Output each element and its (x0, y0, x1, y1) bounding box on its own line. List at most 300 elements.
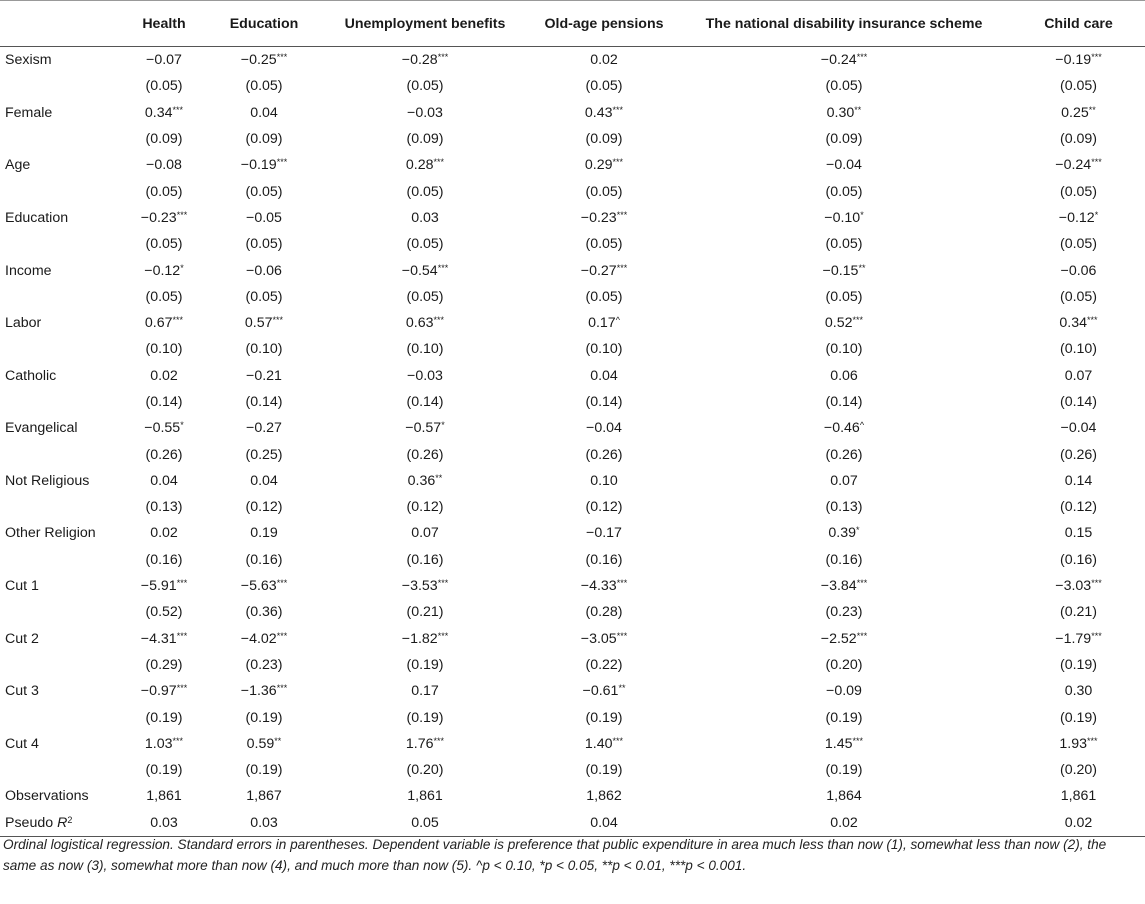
significance-marker: ** (858, 262, 866, 273)
coef-value: −4.33 (580, 578, 617, 595)
significance-marker: *** (852, 735, 864, 746)
significance-marker: *** (176, 578, 188, 589)
standard-error-cell: (0.19) (825, 762, 863, 779)
row-label: Labor (5, 315, 42, 332)
standard-error-cell: (0.14) (1059, 394, 1098, 410)
standard-error-cell: (0.09) (145, 131, 183, 148)
row-label: Income (5, 262, 52, 279)
row-label-empty (0, 73, 118, 99)
standard-error-cell: (0.19) (245, 762, 283, 779)
significance-marker: *** (172, 104, 184, 115)
coef-value: −0.25 (240, 52, 277, 69)
standard-error-cell: (0.19) (406, 656, 444, 673)
coef-value: −0.05 (246, 209, 282, 226)
coef-value: 0.30 (826, 104, 855, 121)
coef-value: 0.07 (1064, 367, 1093, 384)
table-row (0, 152, 1145, 178)
table-row-se (0, 757, 1145, 783)
observations-cell: 1,864 (826, 788, 862, 805)
standard-error-cell: (0.05) (825, 236, 863, 253)
standard-error-cell: (0.16) (145, 551, 183, 568)
table-row (0, 678, 1145, 704)
coef-value: −0.28 (401, 52, 438, 69)
coefficient-cell (676, 100, 1012, 126)
standard-error-cell: (0.23) (245, 656, 283, 673)
standard-error-cell: (0.26) (1059, 446, 1098, 463)
coef-value: −0.12 (1058, 209, 1095, 226)
coefficient-cell (1012, 363, 1145, 389)
significance-marker: *** (272, 315, 284, 326)
standard-error-cell: (0.10) (585, 341, 623, 358)
pseudo-r2-row (0, 810, 1145, 837)
coefficient-cell (318, 100, 532, 126)
row-label: Catholic (5, 367, 57, 384)
coef-value: 0.10 (590, 472, 618, 489)
coefficient-cell (210, 573, 318, 599)
coefficient-cell (318, 468, 532, 494)
coef-value: −0.08 (146, 157, 182, 174)
table-row-se (0, 336, 1145, 362)
significance-marker: *** (612, 157, 624, 168)
coefficient-cell (118, 100, 210, 126)
standard-error-cell: (0.05) (585, 236, 623, 253)
standard-error-cell: (0.05) (1059, 183, 1098, 200)
table-row-se (0, 599, 1145, 625)
row-label: Cut 1 (5, 578, 39, 595)
coef-value: 0.04 (150, 472, 178, 489)
significance-marker: * (180, 420, 184, 431)
standard-error-cell: (0.21) (406, 604, 444, 621)
standard-error-cell: (0.36) (245, 604, 283, 621)
table-row (0, 205, 1145, 231)
row-label-empty (0, 757, 118, 783)
table-row-se (0, 652, 1145, 678)
standard-error-cell: (0.12) (585, 499, 623, 516)
pseudo-r2-cell: 0.02 (676, 810, 1012, 837)
significance-marker: * (1094, 209, 1099, 220)
column-header: Old-age pensions (532, 1, 676, 47)
coefficient-cell (676, 520, 1012, 546)
coefficient-cell (1012, 310, 1145, 336)
standard-error-cell: (0.05) (245, 78, 283, 95)
standard-error-cell: (0.05) (245, 236, 283, 253)
standard-error-cell: (0.26) (406, 446, 444, 463)
coef-value: −0.04 (586, 420, 622, 437)
row-label: Female (5, 104, 53, 121)
coef-value: 0.15 (1064, 525, 1093, 542)
standard-error-cell: (0.05) (145, 288, 183, 305)
coefficient-cell (210, 415, 318, 441)
coef-value: −0.19 (1055, 52, 1092, 69)
standard-error-cell: (0.10) (825, 341, 863, 358)
coefficient-cell (676, 152, 1012, 178)
standard-error-cell: (0.20) (406, 762, 444, 779)
standard-error-cell: (0.13) (825, 499, 863, 516)
coefficient-cell (118, 257, 210, 283)
coefficient-cell (210, 257, 318, 283)
significance-marker: *** (612, 104, 624, 115)
standard-error-cell: (0.26) (145, 446, 183, 463)
coefficient-cell (1012, 152, 1145, 178)
coefficient-cell (118, 520, 210, 546)
table-row-se (0, 126, 1145, 152)
standard-error-cell: (0.19) (145, 762, 183, 779)
standard-error-cell: (0.05) (406, 288, 444, 305)
row-label-empty (0, 652, 118, 678)
pseudo-r2-cell: 0.02 (1012, 810, 1145, 837)
coef-value: 0.29 (584, 157, 613, 174)
observations-row (0, 783, 1145, 809)
column-header: The national disability insurance scheme (676, 1, 1012, 47)
row-label: Not Religious (5, 472, 90, 489)
standard-error-cell: (0.21) (1059, 604, 1098, 621)
coef-value: 0.30 (1064, 683, 1093, 700)
coef-value: −0.27 (246, 420, 282, 437)
significance-marker: *** (856, 630, 868, 641)
coef-value: −0.17 (586, 525, 622, 542)
pseudo-r2-superscript: 2 (67, 814, 73, 825)
standard-error-cell: (0.19) (145, 709, 183, 726)
row-label: Evangelical (5, 420, 78, 437)
standard-error-cell: (0.05) (406, 78, 444, 95)
coefficient-cell (318, 415, 532, 441)
column-header: Education (210, 1, 318, 47)
standard-error-cell: (0.20) (1059, 762, 1098, 779)
standard-error-cell: (0.19) (825, 709, 863, 726)
coefficient-cell (676, 468, 1012, 494)
table-row (0, 573, 1145, 599)
standard-error-cell: (0.05) (1059, 78, 1098, 95)
coef-value: 1.40 (584, 735, 613, 752)
significance-marker: *** (433, 735, 445, 746)
coefficient-cell (1012, 47, 1145, 74)
coef-value: 0.36 (407, 472, 436, 489)
table-row (0, 520, 1145, 546)
standard-error-cell: (0.09) (406, 131, 444, 148)
coef-value: −0.10 (824, 209, 861, 226)
coef-value: −0.27 (580, 262, 617, 279)
row-label-empty (0, 704, 118, 730)
standard-error-cell: (0.05) (245, 288, 283, 305)
row-label-empty (0, 126, 118, 152)
standard-error-cell: (0.16) (245, 551, 283, 568)
coefficient-cell (676, 415, 1012, 441)
standard-error-cell: (0.12) (1059, 499, 1098, 516)
row-label: Age (5, 157, 31, 174)
significance-marker: *** (616, 630, 628, 641)
significance-marker: *** (176, 209, 188, 220)
coef-value: −0.97 (140, 683, 177, 700)
standard-error-cell: (0.19) (406, 709, 444, 726)
coef-value: −3.53 (401, 578, 438, 595)
coef-value: −0.46 (823, 420, 860, 437)
coefficient-cell (676, 678, 1012, 704)
significance-marker: *** (856, 52, 868, 63)
coefficient-cell (676, 573, 1012, 599)
coef-value: −3.03 (1055, 578, 1092, 595)
r-symbol: R (57, 814, 68, 831)
coef-value: 0.34 (144, 104, 173, 121)
significance-marker: *** (1091, 157, 1102, 168)
standard-error-cell: (0.10) (406, 341, 444, 358)
coef-value: −2.52 (820, 630, 857, 647)
coefficient-cell (532, 520, 676, 546)
table-row (0, 363, 1145, 389)
coefficient-cell (318, 678, 532, 704)
coef-value: 0.57 (244, 315, 273, 332)
standard-error-cell: (0.05) (145, 236, 183, 253)
standard-error-cell: (0.19) (585, 709, 623, 726)
standard-error-cell: (0.05) (825, 78, 863, 95)
coefficient-cell (676, 626, 1012, 652)
coefficient-cell (532, 257, 676, 283)
standard-error-cell: (0.05) (1059, 236, 1098, 253)
table-row-se (0, 441, 1145, 467)
coefficient-cell (532, 678, 676, 704)
coefficient-cell (1012, 573, 1145, 599)
significance-marker: * (180, 262, 184, 273)
standard-error-cell: (0.05) (406, 183, 444, 200)
coef-value: −0.06 (246, 262, 282, 279)
table-row-se (0, 389, 1145, 415)
coefficient-cell (210, 152, 318, 178)
standard-error-cell: (0.05) (245, 183, 283, 200)
table-row (0, 626, 1145, 652)
row-label-empty (0, 547, 118, 573)
coef-value: 0.06 (830, 367, 858, 384)
standard-error-cell: (0.52) (145, 604, 183, 621)
coef-value: 0.04 (250, 104, 278, 121)
significance-marker: *** (437, 52, 449, 63)
coef-value: 0.34 (1059, 315, 1088, 332)
standard-error-cell: (0.05) (585, 78, 623, 95)
coef-value: −0.21 (246, 367, 282, 384)
significance-marker: *** (276, 52, 288, 63)
coefficient-cell (1012, 520, 1145, 546)
table-row (0, 468, 1145, 494)
significance-marker: *** (1091, 630, 1102, 641)
coef-value: 0.52 (824, 315, 853, 332)
coefficient-cell (1012, 205, 1145, 231)
standard-error-cell: (0.26) (585, 446, 623, 463)
table-header (0, 1, 1145, 47)
significance-marker: *** (612, 735, 624, 746)
significance-marker: *** (616, 578, 628, 589)
significance-marker: ** (618, 683, 626, 694)
significance-marker: *** (437, 262, 449, 273)
standard-error-cell: (0.05) (825, 183, 863, 200)
coefficient-cell (118, 310, 210, 336)
standard-error-cell: (0.26) (825, 446, 863, 463)
observations-cell: 1,861 (146, 788, 182, 805)
significance-marker: ** (274, 735, 282, 746)
coefficient-cell (676, 257, 1012, 283)
coef-value: −0.09 (826, 683, 862, 700)
significance-marker: *** (276, 157, 288, 168)
coef-value: −0.03 (407, 367, 443, 384)
standard-error-cell: (0.10) (1059, 341, 1098, 358)
header-row (0, 1, 1145, 47)
significance-marker: * (860, 209, 864, 220)
standard-error-cell: (0.12) (406, 499, 444, 516)
coefficient-cell (1012, 100, 1145, 126)
standard-error-cell: (0.05) (585, 183, 623, 200)
standard-error-cell: (0.05) (585, 288, 623, 305)
significance-marker: ^ (615, 315, 620, 326)
coef-value: 0.28 (405, 157, 434, 174)
significance-marker: ^ (859, 420, 865, 431)
coefficient-cell (532, 205, 676, 231)
coefficient-cell (318, 731, 532, 757)
standard-error-cell: (0.09) (585, 131, 623, 148)
table-row-se (0, 494, 1145, 520)
coefficient-cell (210, 363, 318, 389)
coef-value: −0.06 (1060, 262, 1097, 279)
coef-value: −0.03 (407, 104, 443, 121)
table-row-se (0, 73, 1145, 99)
standard-error-cell: (0.05) (145, 78, 183, 95)
coef-value: −1.79 (1055, 630, 1092, 647)
coefficient-cell (532, 415, 676, 441)
observations-cell: 1,861 (1060, 788, 1097, 805)
coefficient-cell (318, 152, 532, 178)
row-label (0, 810, 118, 837)
significance-marker: ** (435, 472, 443, 483)
coefficient-cell (210, 468, 318, 494)
coefficient-cell (532, 310, 676, 336)
significance-marker: ** (854, 104, 862, 115)
standard-error-cell: (0.28) (585, 604, 623, 621)
row-label: Education (5, 209, 69, 226)
significance-marker: ** (1088, 104, 1096, 115)
coef-value: 0.04 (250, 472, 278, 489)
standard-error-cell: (0.14) (825, 394, 863, 410)
coef-value: 0.63 (405, 315, 434, 332)
coefficient-cell (118, 205, 210, 231)
coefficient-cell (118, 678, 210, 704)
coefficient-cell (210, 520, 318, 546)
coef-value: 0.03 (411, 209, 439, 226)
standard-error-cell: (0.10) (245, 341, 283, 358)
table-row (0, 415, 1145, 441)
row-label: Cut 4 (5, 735, 39, 752)
significance-marker: *** (437, 578, 449, 589)
column-header: Child care (1012, 1, 1145, 47)
standard-error-cell: (0.14) (245, 394, 283, 410)
standard-error-cell: (0.16) (1059, 551, 1098, 568)
coef-value: 0.02 (150, 525, 178, 542)
significance-marker: *** (1091, 578, 1102, 589)
row-label: Observations (5, 788, 89, 805)
standard-error-cell: (0.14) (406, 394, 444, 410)
significance-marker: *** (176, 683, 188, 694)
coef-value: −0.04 (1060, 420, 1097, 437)
coef-value: 0.17 (588, 315, 616, 332)
significance-marker: *** (433, 315, 445, 326)
significance-marker: *** (176, 630, 188, 641)
table-row (0, 257, 1145, 283)
coef-value: −0.23 (580, 209, 617, 226)
standard-error-cell: (0.16) (825, 551, 863, 568)
coef-value: 0.02 (150, 367, 178, 384)
column-header: Health (118, 1, 210, 47)
column-header: Unemployment benefits (318, 1, 532, 47)
standard-error-cell: (0.14) (145, 394, 183, 410)
coefficient-cell (1012, 678, 1145, 704)
standard-error-cell: (0.14) (585, 394, 623, 410)
table-footnote: Ordinal logistical regression. Standard errors in parentheses. Dependent variable is preference that public expenditure in area much less than now (1), somewhat less than now (2), the same as now (3), somewhat more than now (4), and much more than now (5). ^p < 0.10, *p < 0.05, **p < 0.01, ***p < 0.001. (3, 837, 1107, 873)
row-label-empty (0, 336, 118, 362)
coef-value: −5.63 (240, 578, 277, 595)
coef-value: 0.04 (590, 367, 618, 384)
coef-value: −0.23 (140, 209, 177, 226)
row-label-empty (0, 494, 118, 520)
standard-error-cell: (0.20) (825, 656, 863, 673)
significance-marker: *** (433, 157, 445, 168)
coef-value: 1.45 (824, 735, 853, 752)
table-row (0, 100, 1145, 126)
standard-error-cell: (0.19) (1059, 709, 1098, 726)
coefficient-cell (532, 731, 676, 757)
coefficient-cell (318, 520, 532, 546)
coefficient-cell (210, 731, 318, 757)
coefficient-cell (210, 310, 318, 336)
header-corner (0, 1, 118, 47)
standard-error-cell: (0.09) (825, 131, 863, 148)
table-row (0, 731, 1145, 757)
standard-error-cell: (0.23) (825, 604, 863, 621)
standard-error-cell: (0.25) (245, 446, 283, 463)
coef-value: −0.57 (405, 420, 442, 437)
pseudo-r2-cell: 0.03 (118, 810, 210, 837)
standard-error-cell: (0.16) (585, 551, 623, 568)
standard-error-cell: (0.19) (1059, 656, 1098, 673)
coef-value: 0.17 (411, 683, 439, 700)
standard-error-cell: (0.19) (245, 709, 283, 726)
coefficient-cell (318, 363, 532, 389)
standard-error-cell: (0.05) (825, 288, 863, 305)
table-row-se (0, 704, 1145, 730)
row-label-empty (0, 599, 118, 625)
coef-value: −1.36 (240, 683, 277, 700)
significance-marker: *** (852, 315, 864, 326)
coefficient-cell (1012, 415, 1145, 441)
observations-cell: 1,862 (586, 788, 622, 805)
coef-value: 0.25 (1061, 104, 1089, 121)
coefficient-cell (118, 152, 210, 178)
row-label-empty (0, 441, 118, 467)
coefficient-cell (532, 573, 676, 599)
table-row-se (0, 547, 1145, 573)
significance-marker: *** (856, 578, 868, 589)
coefficient-cell (532, 363, 676, 389)
coefficient-cell (118, 468, 210, 494)
coefficient-cell (1012, 257, 1145, 283)
coefficient-cell (676, 310, 1012, 336)
coefficient-cell (532, 468, 676, 494)
standard-error-cell: (0.05) (145, 183, 183, 200)
coefficient-cell (676, 363, 1012, 389)
coefficient-cell (118, 415, 210, 441)
significance-marker: *** (437, 630, 449, 641)
significance-marker: *** (616, 209, 628, 220)
coef-value: −0.04 (826, 157, 862, 174)
significance-marker: *** (276, 578, 288, 589)
table-row-se (0, 178, 1145, 204)
coef-value: −0.24 (1055, 157, 1092, 174)
coef-value: 1.03 (144, 735, 173, 752)
row-label-empty (0, 284, 118, 310)
